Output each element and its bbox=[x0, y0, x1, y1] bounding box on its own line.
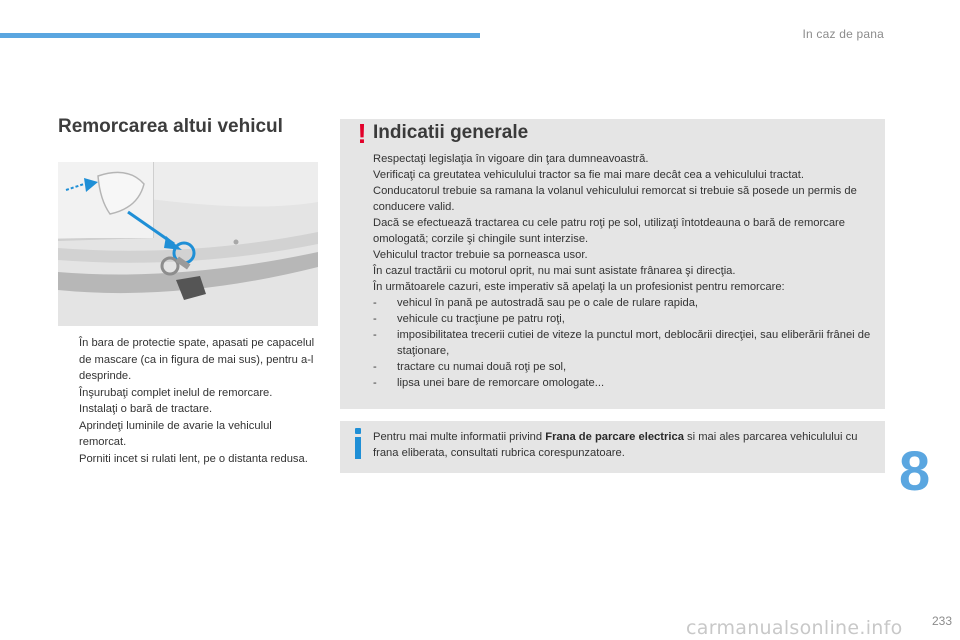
general-info-panel bbox=[340, 119, 885, 409]
paragraph: Verificaţi ca greutatea vehiculului tractor sa fie mai mare decât cea a vehiculului tractat. bbox=[373, 169, 804, 181]
list-item: Aprindeţi luminile de avarie la vehiculul remorcat. bbox=[79, 419, 272, 448]
towing-steps-list bbox=[58, 335, 318, 467]
info-icon bbox=[354, 428, 362, 460]
paragraph: În următoarele cazuri, este imperativ să apelaţi la un profesionist pentru remorcare: bbox=[373, 281, 785, 293]
chapter-number: 8 bbox=[899, 439, 931, 502]
list-item: Înşurubaţi complet inelul de remorcare. bbox=[79, 386, 273, 399]
page-number: 233 bbox=[931, 614, 952, 628]
info-keyword: Frana de parcare electrica bbox=[545, 431, 684, 443]
dash-icon: - bbox=[373, 377, 377, 389]
list-item: Porniti incet si rulati lent, pe o distanta redusa. bbox=[79, 452, 308, 465]
warning-icon: ! bbox=[357, 118, 367, 149]
section-header: In caz de pana bbox=[802, 27, 884, 41]
general-title: Indicatii generale bbox=[373, 122, 529, 143]
list-item: - lipsa unei bare de remorcare omologate... bbox=[373, 377, 605, 389]
list-item: - vehicul în pană pe autostradă sau pe o cale de rulare rapida, bbox=[373, 297, 699, 309]
header-accent-bar bbox=[0, 33, 480, 38]
towing-title: Remorcarea altui vehicul bbox=[58, 116, 283, 137]
dash-icon: - bbox=[373, 361, 377, 373]
paragraph: Conducatorul trebuie sa ramana la volanul vehiculului remorcat si trebuie să posede un permis de conducere valid. bbox=[373, 185, 857, 213]
paragraph: În cazul tractării cu motorul oprit, nu mai sunt asistate frânarea şi direcţia. bbox=[373, 265, 736, 277]
parking-brake-info-panel bbox=[340, 421, 885, 473]
dash-icon: - bbox=[373, 297, 377, 309]
watermark: carmanualsonline.info bbox=[686, 617, 903, 639]
paragraph: Respectaţi legislaţia în vigoare din ţara dumneavoastră. bbox=[373, 153, 649, 165]
list-item: - imposibilitatea trecerii cutiei de viteze la punctul mort, deblocării direcţiei, sau eliberării frânei de staţionare, bbox=[373, 329, 871, 357]
towing-eye-illustration bbox=[58, 162, 318, 326]
list-item: - vehicule cu tracţiune pe patru roţi, bbox=[373, 313, 565, 325]
list-item: Instalaţi o bară de tractare. bbox=[79, 403, 213, 415]
general-body bbox=[373, 151, 878, 391]
info-text: Pentru mai multe informatii privind Frana de parcare electrica si mai ales parcarea vehiculului cu frana eliberata, consultati rubrica corespunzatoare. bbox=[373, 431, 858, 459]
dash-icon: - bbox=[373, 313, 377, 325]
list-item: - tractare cu numai două roţi pe sol, bbox=[373, 361, 567, 373]
dash-icon: - bbox=[373, 329, 377, 341]
list-item: În bara de protectie spate, apasati pe capacelul de mascare (ca in figura de mai sus), pentru a-l desprinde. bbox=[79, 337, 315, 382]
paragraph: Dacă se efectuează tractarea cu cele patru roţi pe sol, utilizaţi întotdeauna o bară de remorcare omologată; corzile şi chingile sunt interzise. bbox=[373, 217, 846, 245]
paragraph: Vehiculul tractor trebuie sa porneasca usor. bbox=[373, 249, 588, 261]
